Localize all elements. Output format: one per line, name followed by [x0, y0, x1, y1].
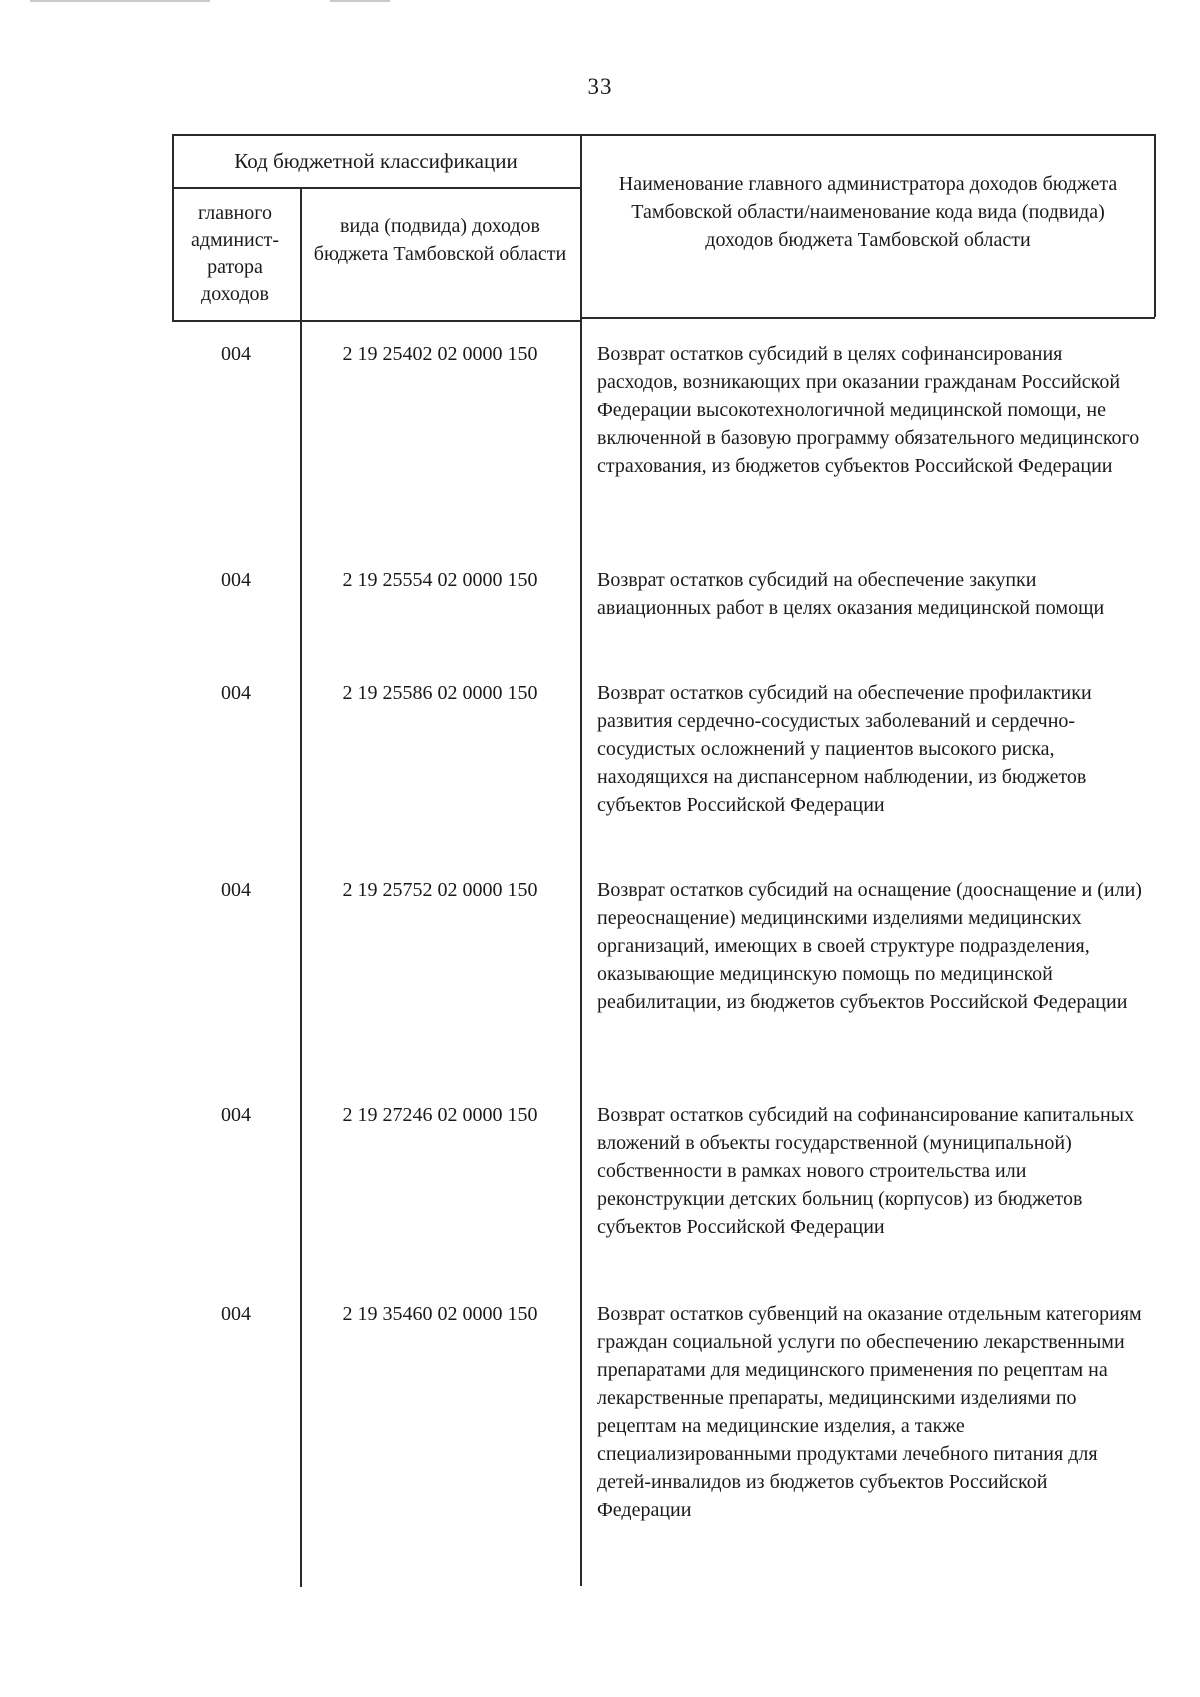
header-name-label: Наименование главного администратора доходов бюджета Тамбовской области/наименование кода вида (подвида) доходов бюджета Тамбовской области [618, 173, 1118, 251]
row-admin-code: 004 [221, 569, 251, 591]
row-admin-code: 004 [221, 879, 251, 901]
row-income-name: Возврат остатков субсидий на обеспечение закупки авиационных работ в целях оказания медицинской помощи [597, 569, 1105, 619]
row-income-name: Возврат остатков субсидий на обеспечение профилактики развития сердечно-сосудистых заболеваний и сердечно-сосудистых осложнений у пациентов высокого риска, находящихся на диспансерном наблюдении, из бюджетов субъектов Российской Федерации [597, 682, 1092, 816]
row-income-code: 2 19 25402 02 0000 150 [342, 343, 538, 365]
row-income-name: Возврат остатков субсидий на софинансирование капитальных вложений в объекты государственной (муниципальной) собственности в рамках нового строительства или реконструкции детских больниц (корпусов) из бюджетов субъектов Российской Федерации [597, 1104, 1135, 1238]
row-income-code: 2 19 25752 02 0000 150 [342, 879, 538, 901]
row-income-name: Возврат остатков субсидий на оснащение (дооснащение и (или) переоснащение) медицинскими изделиями медицинских организаций, имеющих в своей структуре подразделения, оказывающие медицинскую помощь по медицинской реабилитации, из бюджетов субъектов Российской Федерации [597, 879, 1142, 1013]
table-border-top [172, 134, 1155, 136]
row-admin-code: 004 [221, 682, 251, 704]
row-admin-code: 004 [221, 343, 251, 365]
header-admin-label: главного админист-ратора доходов [190, 202, 280, 305]
table-divider-code-name [580, 134, 582, 1586]
row-income-code: 2 19 25586 02 0000 150 [342, 682, 538, 704]
header-name-bottom [580, 317, 1155, 319]
scan-edge-mark [30, 0, 210, 2]
row-income-code: 2 19 25554 02 0000 150 [342, 569, 538, 591]
row-income-code: 2 19 35460 02 0000 150 [342, 1303, 538, 1325]
row-income-name: Возврат остатков субвенций на оказание отдельным категориям граждан социальной услуги по обеспечению лекарственными препаратами для медицинского применения по рецептам на лекарственные препараты, медицинскими изделиями по рецептам на медицинские изделия, а также специализированными продуктами лечебного питания для детей-инвалидов из бюджетов субъектов Российской Федерации [597, 1303, 1142, 1521]
row-income-code: 2 19 27246 02 0000 150 [342, 1104, 538, 1126]
header-codes-bottom [172, 320, 581, 322]
row-income-name: Возврат остатков субсидий в целях софинансирования расходов, возникающих при оказании гражданам Российской Федерации высокотехнологичной медицинской помощи, не включенной в базовую программу обязательного медицинского страхования, из бюджетов субъектов Российской Федерации [597, 343, 1140, 477]
header-group-divider [172, 187, 581, 189]
page-number: 33 [587, 74, 613, 99]
header-code-label: вида (подвида) доходов бюджета Тамбовской области [313, 215, 567, 265]
table-border-right [1154, 134, 1156, 317]
row-admin-code: 004 [221, 1303, 251, 1325]
scan-edge-mark [330, 0, 390, 2]
header-group-label: Код бюджетной классификации [234, 149, 518, 173]
row-admin-code: 004 [221, 1104, 251, 1126]
